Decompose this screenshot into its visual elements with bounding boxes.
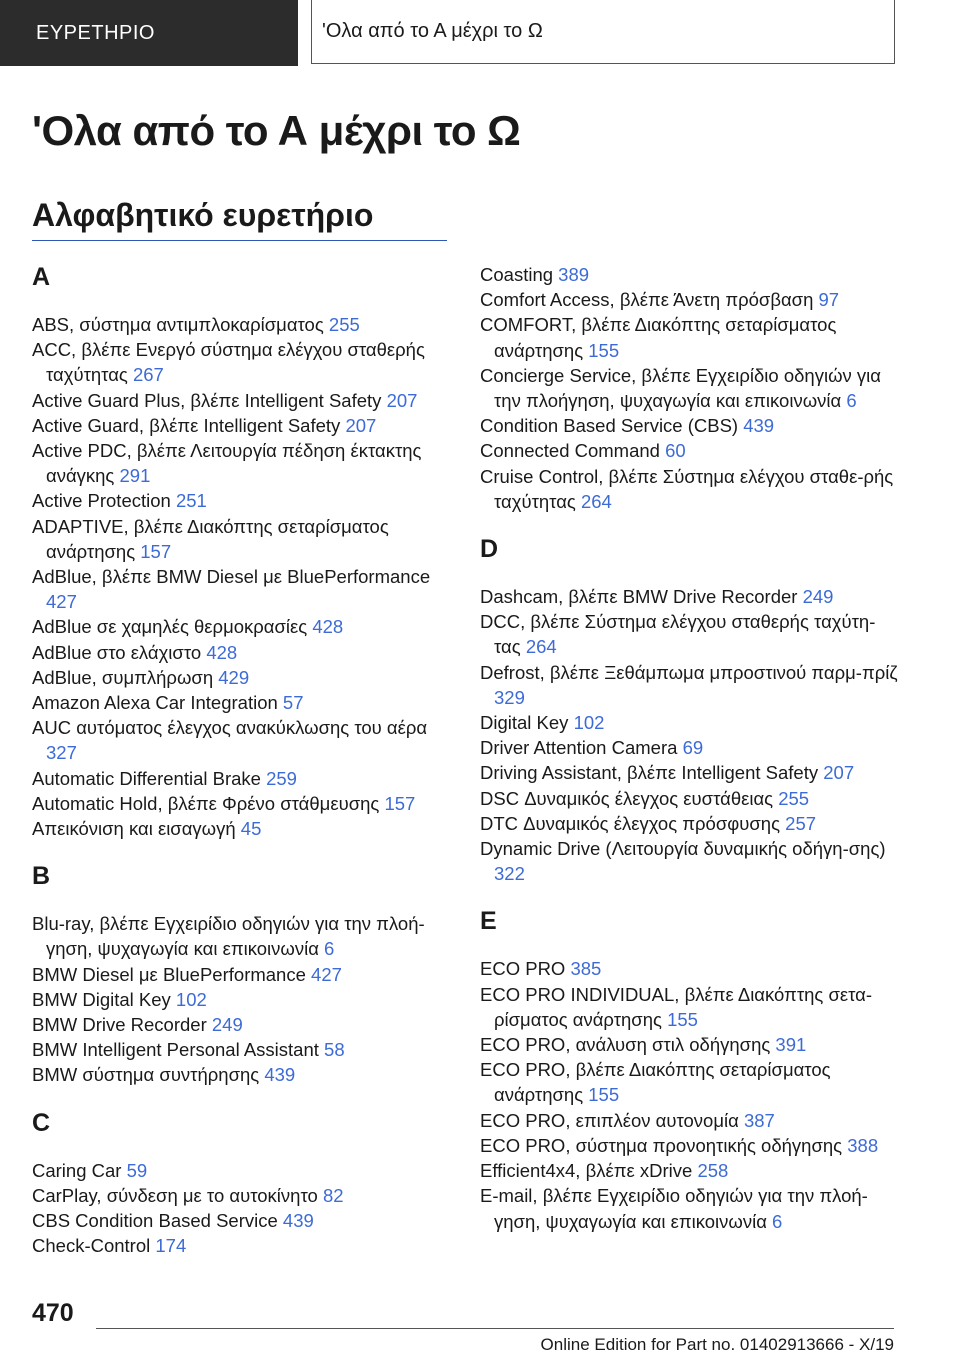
index-entry-text: Concierge Service, βλέπε Εγχειρίδιο οδηγιών για την πλοήγηση, ψυχαγωγία και επικοινωνία — [480, 364, 881, 412]
index-entry-text: CarPlay, σύνδεση με το αυτοκίνητο — [32, 1184, 318, 1206]
index-entry-text: AUC αυτόματος έλεγχος ανακύκλωσης του αέρα — [32, 717, 428, 739]
title-rule — [32, 240, 447, 241]
index-entry — [32, 1158, 452, 1183]
index-entry — [480, 710, 900, 735]
index-entry-text: BMW Drive Recorder — [32, 1014, 207, 1036]
index-page-link[interactable]: 257 — [785, 812, 817, 834]
index-entry-text: E-mail, βλέπε Εγχειρίδιο οδηγιών για την πλοή-γηση, ψυχαγωγία και επικοινωνία — [480, 1185, 868, 1232]
index-entry — [480, 1057, 900, 1107]
index-entry-text: ADAPTIVE, βλέπε Διακόπτης σεταρίσματος ανάρτησης — [32, 515, 389, 562]
index-entry — [32, 438, 452, 488]
index-entry — [480, 287, 900, 312]
index-page-link[interactable]: 249 — [802, 586, 834, 608]
index-entry-text: ABS, σύστημα αντιμπλοκαρίσματος — [32, 314, 324, 335]
index-page-link[interactable]: 385 — [570, 958, 602, 980]
index-entry-text: Defrost, βλέπε Ξεθάμπωμα μπροστινού παρμ-πρίζ — [480, 661, 898, 683]
index-entry — [480, 1158, 900, 1183]
index-entry-text: Comfort Access, βλέπε Άνετη πρόσβαση — [480, 289, 814, 311]
index-page-link[interactable]: 329 — [494, 686, 525, 708]
index-letter-heading: E — [480, 907, 497, 936]
page-number: 470 — [32, 1299, 74, 1327]
index-entry-text: BMW Digital Key — [32, 988, 171, 1010]
index-page-link[interactable]: 264 — [580, 490, 612, 512]
index-entry — [32, 791, 452, 816]
index-entry-text: BMW σύστημα συντήρησης — [32, 1064, 260, 1086]
index-entry-text: Check-Control — [32, 1235, 151, 1257]
index-entry — [480, 811, 900, 836]
index-page-link[interactable]: 427 — [46, 591, 77, 613]
index-entry-text: Driving Assistant, βλέπε Intelligent Safety — [480, 762, 819, 784]
edition-note: Online Edition for Part no. 01402913666 - X/19 — [540, 1335, 894, 1354]
index-page-link[interactable]: 291 — [119, 465, 151, 487]
index-page-link[interactable]: 258 — [697, 1160, 729, 1182]
index-page-link[interactable]: 58 — [324, 1039, 345, 1061]
index-entry — [32, 640, 452, 665]
index-entry — [480, 1108, 900, 1133]
index-entry-text: AdBlue, συμπλήρωση — [32, 666, 214, 688]
index-entry-text: ECO PRO INDIVIDUAL, βλέπε Διακόπτης σετα-ρίσματος ανάρτησης — [480, 983, 873, 1030]
index-page-link[interactable]: 439 — [743, 415, 775, 437]
index-entry-text: AdBlue, βλέπε BMW Diesel με BluePerformance — [32, 566, 431, 588]
index-entry-text: BMW Intelligent Personal Assistant — [32, 1039, 319, 1061]
index-page-link[interactable]: 155 — [588, 1084, 620, 1106]
index-page-link[interactable]: 387 — [743, 1109, 775, 1131]
index-page-link[interactable]: 427 — [311, 963, 342, 985]
index-page-link[interactable]: 389 — [558, 264, 590, 285]
index-entry — [480, 1183, 900, 1233]
index-page-link[interactable]: 428 — [206, 641, 238, 663]
index-page-link[interactable]: 102 — [175, 988, 207, 1010]
index-entry-text: Condition Based Service (CBS) — [480, 415, 739, 437]
index-entry — [480, 735, 900, 760]
index-page-link[interactable]: 155 — [588, 339, 620, 361]
index-entry — [32, 312, 452, 337]
index-letter-heading: B — [32, 862, 51, 891]
index-letter-heading: D — [480, 535, 499, 564]
index-entry-text: CBS Condition Based Service — [32, 1210, 278, 1232]
index-page-link[interactable]: 428 — [312, 616, 344, 638]
index-page-link[interactable]: 59 — [126, 1159, 148, 1181]
index-entry — [32, 816, 452, 841]
index-entry-text: Active Guard, βλέπε Intelligent Safety — [32, 414, 341, 436]
index-page-link[interactable]: 429 — [218, 666, 250, 688]
index-page-link[interactable]: 267 — [132, 364, 164, 386]
index-page-link[interactable]: 69 — [682, 737, 704, 759]
page-title: 'Ολα από το Α μέχρι το Ω — [32, 107, 521, 154]
index-entry-text: Απεικόνιση και εισαγωγή — [32, 818, 236, 840]
index-group — [480, 534, 900, 886]
index-entry-text: DSC Δυναμικός έλεγχος ευστάθειας — [480, 787, 774, 809]
index-group — [480, 906, 900, 1233]
index-entry — [480, 982, 900, 1032]
index-entry-text: Automatic Differential Brake — [32, 767, 261, 789]
index-entry-text: Amazon Alexa Car Integration — [32, 692, 278, 714]
index-column-left — [32, 262, 452, 1259]
index-page-link[interactable]: 6 — [846, 390, 857, 412]
section-title: Αλφαβητικό ευρετήριο — [32, 197, 374, 233]
index-group — [32, 861, 452, 1087]
index-entry — [32, 614, 452, 639]
index-entry — [32, 715, 452, 765]
index-entry — [32, 1012, 452, 1037]
index-entry — [480, 1032, 900, 1057]
index-entry — [480, 262, 900, 287]
index-page-link[interactable]: 97 — [818, 289, 840, 311]
index-page-link[interactable]: 391 — [775, 1034, 807, 1056]
index-page-link[interactable]: 255 — [328, 314, 360, 335]
section-tab[interactable]: 'Ολα από το Α μέχρι το Ω — [311, 0, 895, 64]
index-group — [32, 1108, 452, 1259]
index-page-link[interactable]: 102 — [573, 712, 605, 734]
index-entry-text: ACC, βλέπε Ενεργό σύστημα ελέγχου σταθερής ταχύτητας — [32, 339, 425, 386]
index-entry-text: ECO PRO, βλέπε Διακόπτης σεταρίσματος ανάρτησης — [480, 1059, 831, 1106]
index-entry — [32, 1233, 452, 1258]
index-entry — [32, 766, 452, 791]
index-entry — [32, 665, 452, 690]
index-letter-heading: A — [32, 263, 51, 291]
index-entry-text: Active Guard Plus, βλέπε Intelligent Safety — [32, 389, 382, 411]
index-entry-text: Blu-ray, βλέπε Εγχειρίδιο οδηγιών για την πλοή-γηση, ψυχαγωγία και επικοινωνία — [32, 913, 425, 960]
index-page-link[interactable]: 207 — [386, 389, 418, 411]
index-page-link[interactable]: 57 — [282, 692, 304, 714]
index-entry — [480, 836, 900, 886]
index-letter-heading: C — [32, 1108, 51, 1137]
index-entry-text: ECO PRO — [480, 958, 566, 980]
index-page-link[interactable]: 259 — [266, 767, 297, 789]
index-entry — [480, 438, 900, 463]
index-entry — [32, 987, 452, 1012]
index-entry — [480, 609, 900, 659]
index-page-link[interactable]: 6 — [772, 1210, 783, 1232]
index-entry — [32, 1062, 452, 1087]
index-entry — [480, 584, 900, 609]
index-entry — [32, 962, 452, 987]
index-entry — [32, 1037, 452, 1062]
index-entry — [32, 337, 452, 387]
index-entry-text: COMFORT, βλέπε Διακόπτης σεταρίσματος ανάρτησης — [480, 314, 837, 361]
index-entry-text: ECO PRO, σύστημα προνοητικής οδήγησης — [480, 1134, 843, 1156]
index-entry-text: ECO PRO, επιπλέον αυτονομία — [480, 1109, 739, 1131]
index-page-link[interactable]: 264 — [525, 636, 557, 658]
index-entry — [32, 911, 452, 961]
footer-rule — [96, 1328, 894, 1329]
index-entry — [32, 690, 452, 715]
index-entry — [32, 488, 452, 513]
index-page-link[interactable]: 439 — [282, 1210, 314, 1232]
index-page-link[interactable]: 207 — [345, 414, 377, 436]
index-page-link[interactable]: 322 — [494, 863, 525, 885]
index-page-link[interactable]: 82 — [322, 1184, 344, 1206]
index-entry — [32, 1208, 452, 1233]
index-page-link[interactable]: 251 — [175, 490, 207, 512]
index-entry — [480, 660, 900, 710]
index-entry-text: AdBlue στο ελάχιστο — [32, 641, 202, 663]
index-entry-text: Digital Key — [480, 712, 569, 734]
index-entry-text: DCC, βλέπε Σύστημα ελέγχου σταθερής ταχύτη-τας — [480, 611, 876, 658]
index-page-link[interactable]: 60 — [665, 440, 686, 462]
header-bar — [0, 0, 960, 66]
index-entry — [480, 312, 900, 362]
index-page-link[interactable]: 249 — [211, 1014, 243, 1036]
index-entry — [32, 564, 452, 614]
index-column-right — [480, 262, 900, 1234]
index-entry-text: Cruise Control, βλέπε Σύστημα ελέγχου σταθε-ρής ταχύτητας — [480, 465, 894, 512]
index-page-link[interactable]: 327 — [46, 742, 77, 764]
index-entry-text: Connected Command — [480, 440, 660, 462]
index-group — [32, 262, 452, 841]
index-page-link[interactable]: 255 — [778, 787, 810, 809]
index-entry-text: Driver Attention Camera — [480, 737, 678, 759]
index-page-link[interactable]: 388 — [847, 1134, 879, 1156]
index-entry — [32, 388, 452, 413]
index-entry-text: AdBlue σε χαμηλές θερμοκρασίες — [32, 616, 308, 638]
index-page-link[interactable]: 45 — [240, 818, 262, 840]
index-entry — [32, 1183, 452, 1208]
index-page-link[interactable]: 155 — [667, 1008, 698, 1030]
index-entry — [480, 956, 900, 981]
index-entry-text: DTC Δυναμικός έλεγχος πρόσφυσης — [480, 812, 781, 834]
index-page-link[interactable]: 157 — [140, 540, 172, 562]
index-entry — [480, 413, 900, 438]
index-entry — [32, 514, 452, 564]
index-entry-text: Active PDC, βλέπε Λειτουργία πέδηση έκτακτης ανάγκης — [32, 440, 422, 487]
index-entry-text: Efficient4x4, βλέπε xDrive — [480, 1160, 693, 1182]
index-entry — [480, 1133, 900, 1158]
index-entry-text: ECO PRO, ανάλυση στιλ οδήγησης — [480, 1034, 771, 1056]
index-entry-text: Automatic Hold, βλέπε Φρένο στάθμευσης — [32, 792, 380, 814]
index-entry — [480, 363, 900, 413]
index-tab[interactable]: ΕΥΡΕΤΗΡΙΟ — [0, 0, 298, 66]
index-entry — [480, 760, 900, 785]
index-entry-text: Caring Car — [32, 1159, 122, 1181]
index-page-link[interactable]: 174 — [155, 1235, 187, 1257]
index-page-link[interactable]: 439 — [264, 1064, 296, 1086]
index-entry — [32, 413, 452, 438]
index-entry — [480, 464, 900, 514]
index-entry-text: BMW Diesel με BluePerformance — [32, 963, 306, 985]
index-entry-text: Dashcam, βλέπε BMW Drive Recorder — [480, 586, 798, 608]
index-page-link[interactable]: 157 — [384, 792, 416, 814]
index-entry-text: Coasting — [480, 264, 554, 285]
index-entry-text: Dynamic Drive (Λειτουργία δυναμικής οδήγη-σης) — [480, 838, 886, 860]
index-group — [480, 262, 900, 514]
index-entry-text: Active Protection — [32, 490, 171, 512]
index-entry — [480, 786, 900, 811]
index-page-link[interactable]: 6 — [324, 938, 335, 960]
index-page-link[interactable]: 207 — [823, 762, 855, 784]
